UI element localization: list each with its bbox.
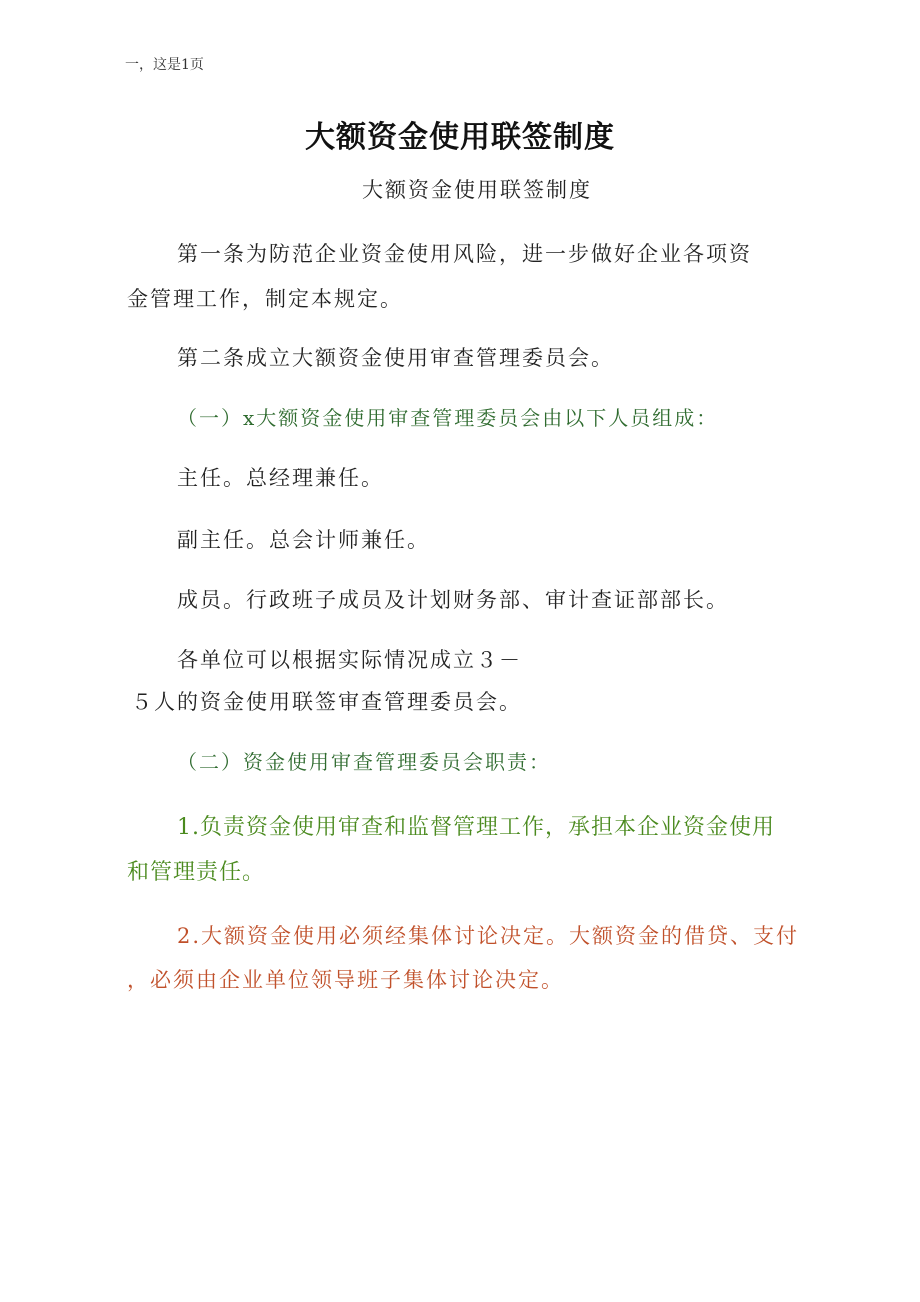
duty-2-line-1: 2.大额资金使用必须经集体讨论决定。大额资金的借贷、支付 xyxy=(177,924,800,948)
section-2-heading: （二）资金使用审查管理委员会职责： xyxy=(177,750,551,774)
article-2: 第二条成立大额资金使用审查管理委员会。 xyxy=(177,346,614,370)
deputy-director-line: 副主任。总会计师兼任。 xyxy=(177,528,430,552)
director-line: 主任。总经理兼任。 xyxy=(177,466,384,490)
page-header: 一，这是1页 xyxy=(125,57,204,73)
duty-1-line-1: 1.负责资金使用审查和监督管理工作，承担本企业资金使用 xyxy=(177,815,775,840)
document-title: 大额资金使用联签制度 xyxy=(305,120,615,155)
units-line-1: 各单位可以根据实际情况成立３－ xyxy=(177,648,522,672)
members-line: 成员。行政班子成员及计划财务部、审计查证部部长。 xyxy=(177,588,729,612)
duty-1-line-2: 和管理责任。 xyxy=(127,860,266,885)
article-1-line-2: 金管理工作，制定本规定。 xyxy=(127,287,403,311)
duty-2-line-2: ，必须由企业单位领导班子集体讨论决定。 xyxy=(127,968,564,992)
article-1-line-1: 第一条为防范企业资金使用风险，进一步做好企业各项资 xyxy=(177,242,752,266)
units-line-2: ５人的资金使用联签审查管理委员会。 xyxy=(131,690,522,714)
document-subtitle: 大额资金使用联签制度 xyxy=(362,178,592,202)
section-1-heading: （一）x大额资金使用审查管理委员会由以下人员组成： xyxy=(177,406,719,430)
